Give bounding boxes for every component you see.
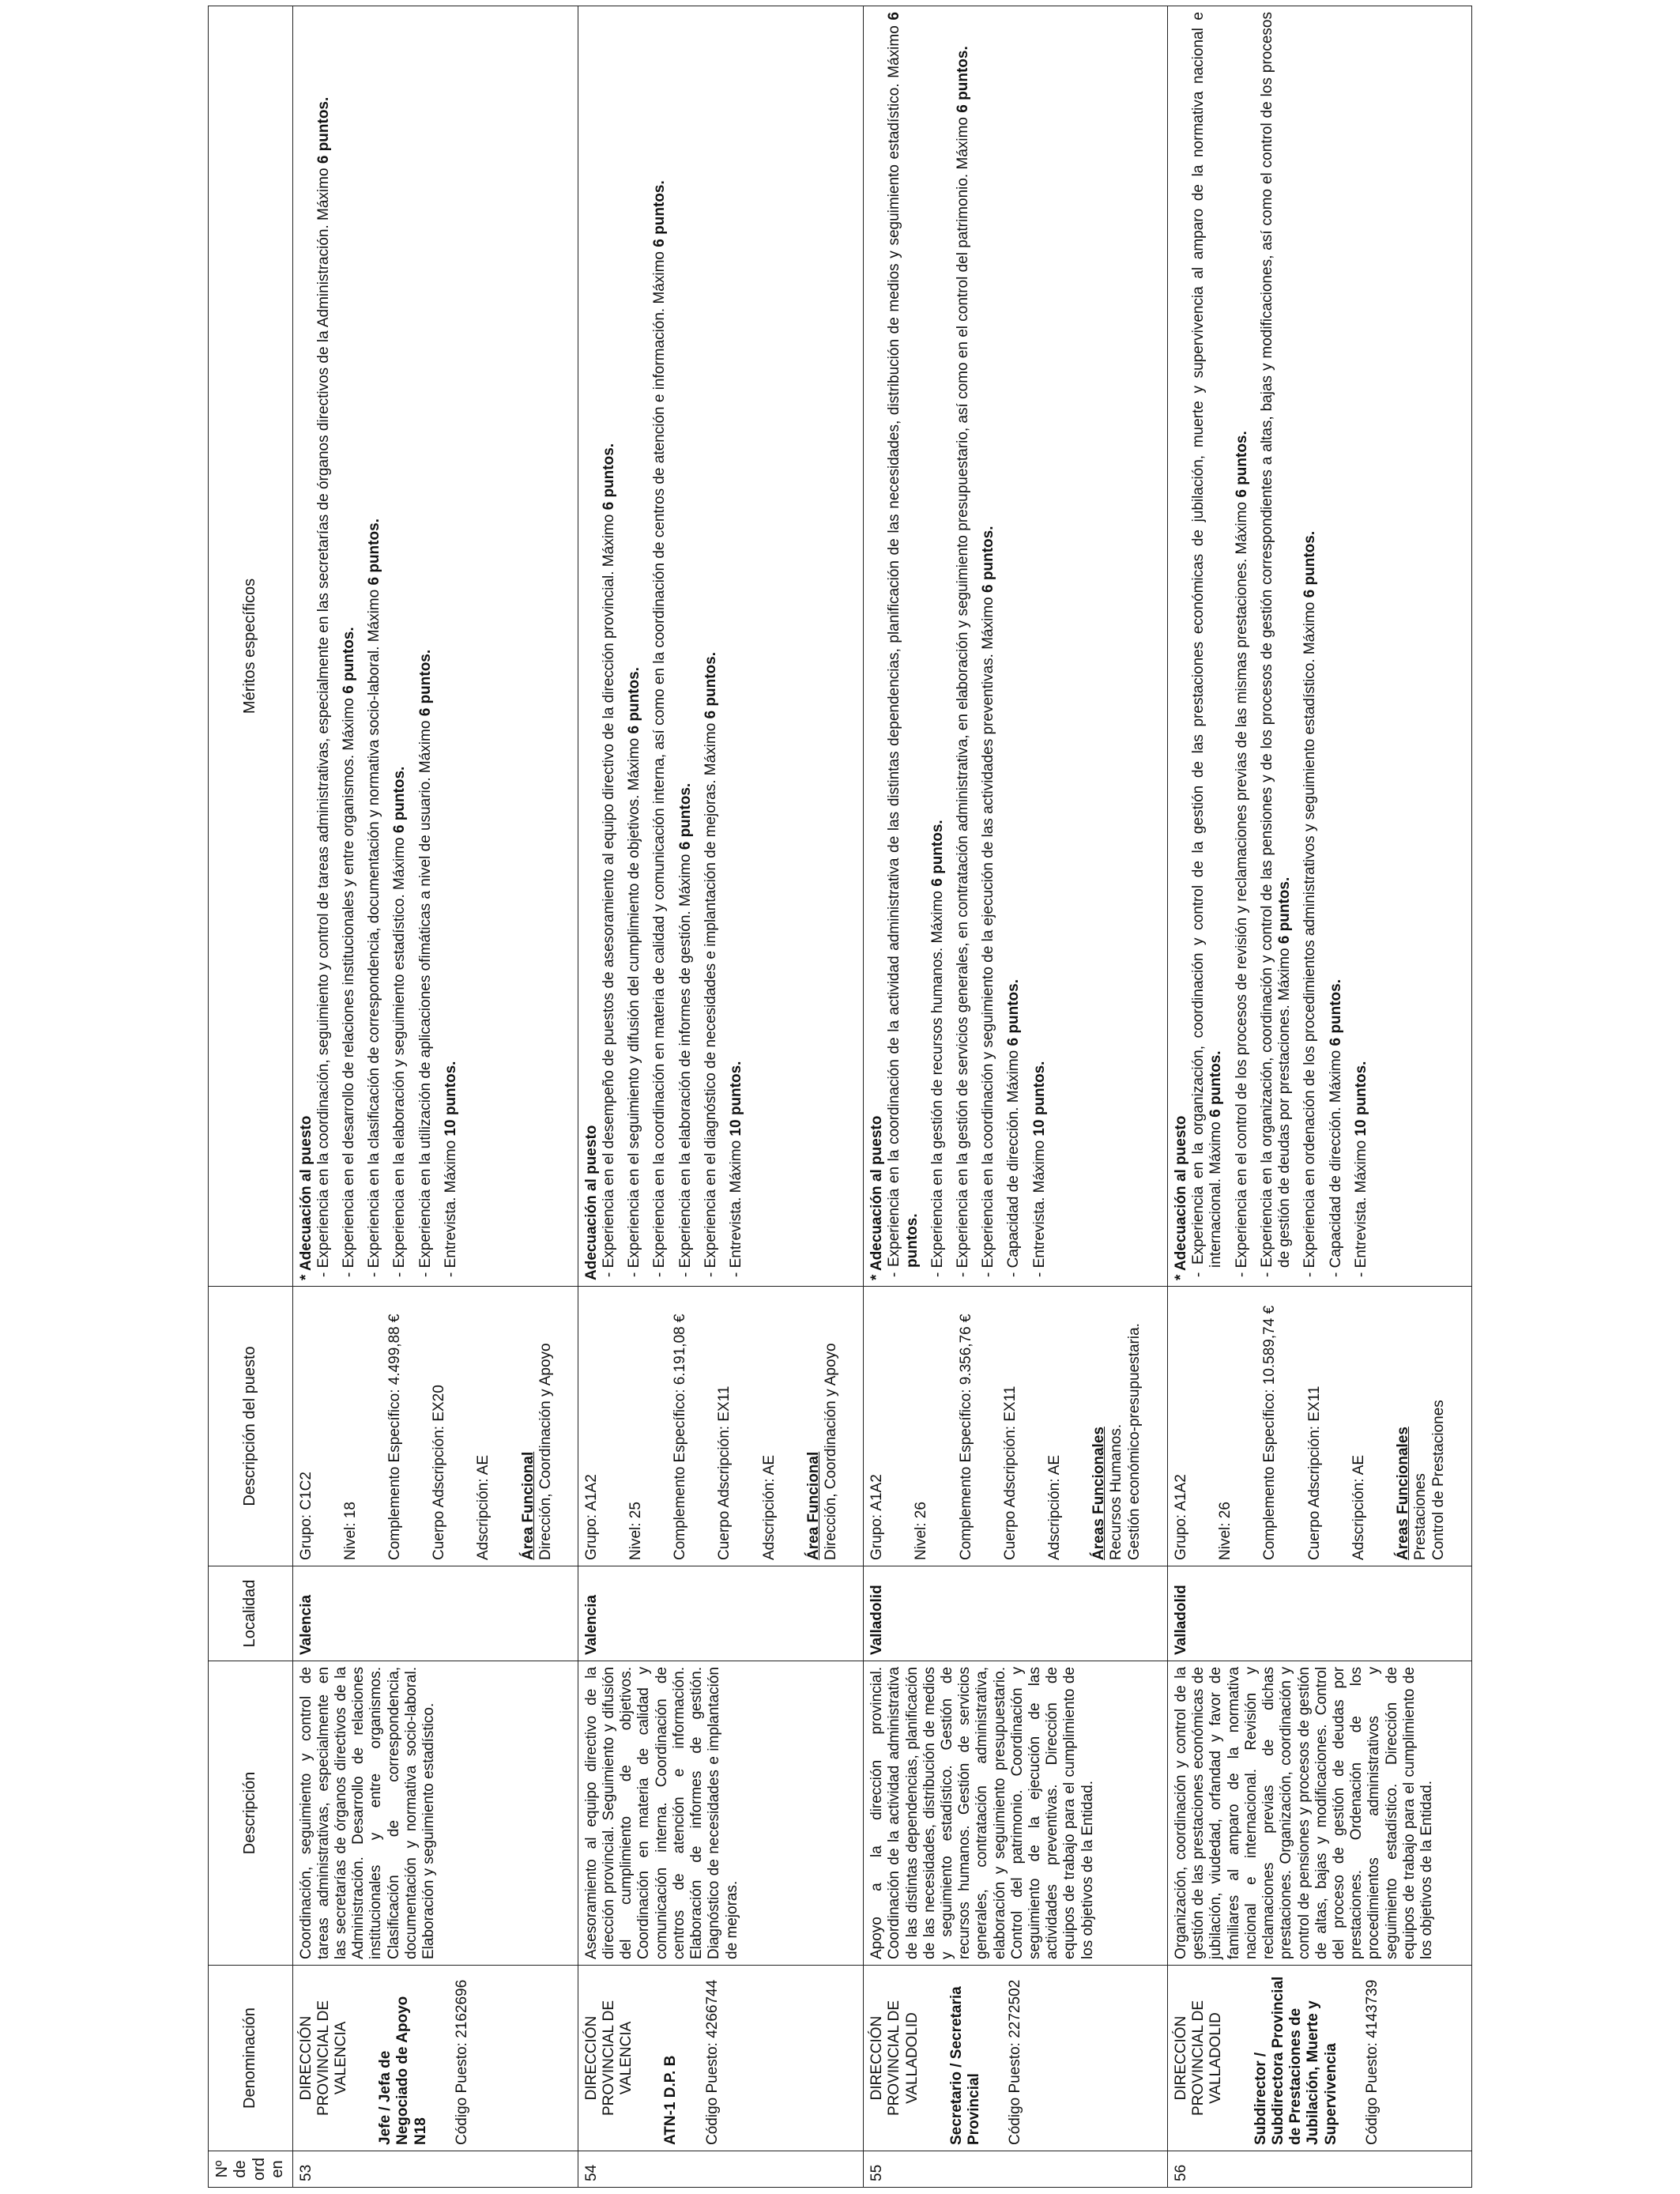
adecuacion-heading: * Adecuación al puesto: [297, 1115, 315, 1280]
order-number: 55: [864, 2151, 1168, 2188]
denominacion-cell: [292, 1966, 578, 2151]
cuerpo-adscripcion: Cuerpo Adscripción: EX11: [1305, 1385, 1323, 1560]
area-funcional-item: Dirección, Coordinación y Apoyo: [537, 1343, 554, 1560]
merito-item: - Experiencia en la gestión de servicios generales, en contratación administrativa, en elaboración y seguimiento presupuestario, así como en el control del patrimonio. Máximo 6 puntos.: [954, 46, 971, 1277]
complemento-especifico: Complemento Específico: 9.356,76 €: [957, 1314, 974, 1560]
table-header-row: [209, 6, 293, 2188]
localidad-cell: Valencia: [578, 1566, 863, 1661]
codigo-puesto: Código Puesto: 2162696: [453, 1979, 470, 2145]
area-funcional-item: Recursos Humanos.: [1108, 1423, 1125, 1560]
provincia: DIRECCIÓN PROVINCIAL DE VALLADOLID: [1173, 2000, 1225, 2117]
merito-item: - Experiencia en ordenación de los procedimientos administrativos y seguimiento estadístico. Máximo 6 puntos.: [1301, 530, 1319, 1277]
grupo: Grupo: A1A2: [868, 1474, 886, 1560]
table-body: [292, 6, 1471, 2188]
descripcion-puesto-cell: [578, 1287, 863, 1566]
table-row: [1168, 6, 1472, 2188]
header-num: Nº de orden: [209, 2151, 293, 2188]
adscripcion: Adscripción: AE: [1350, 1454, 1367, 1560]
grupo: Grupo: C1C2: [297, 1472, 315, 1560]
cuerpo-adscripcion: Cuerpo Adscripción: EX11: [716, 1385, 733, 1560]
denominacion-cell: [578, 1966, 863, 2151]
cuerpo-adscripcion: Cuerpo Adscripción: EX11: [1001, 1385, 1019, 1560]
header-descripcion: Descripción: [209, 1661, 293, 1966]
localidad-cell: Valladolid: [1168, 1566, 1472, 1661]
merito-item: - Experiencia en la elaboración y seguimiento estadístico. Máximo 6 puntos.: [391, 766, 409, 1277]
merito-item: - Experiencia en la clasificación de correspondencia, documentación y normativa socio-laboral. Máximo 6 puntos.: [366, 518, 383, 1277]
merito-item: - Entrevista. Máximo 10 puntos.: [1030, 1061, 1048, 1277]
order-number: 56: [1168, 2151, 1472, 2188]
provincia: DIRECCIÓN PROVINCIAL DE VALLADOLID: [868, 2000, 921, 2117]
merito-item: - Experiencia en la gestión de recursos humanos. Máximo 6 puntos.: [929, 820, 946, 1277]
merito-item: - Capacidad de dirección. Máximo 6 puntos.: [1327, 979, 1344, 1277]
complemento-especifico: Complemento Específico: 10.589,74 €: [1261, 1305, 1279, 1560]
meritos-cell: [864, 6, 1168, 1287]
header-meritos: Méritos específicos: [209, 6, 293, 1287]
codigo-puesto: Código Puesto: 4143739: [1363, 1979, 1381, 2145]
area-funcional-item: Gestión económico-presupuestaria.: [1125, 1323, 1143, 1560]
adecuacion-heading: * Adecuación al puesto: [868, 1115, 886, 1280]
merito-item: - Experiencia en la coordinación en materia de calidad y comunicación interna, así como en la coordinación de centros de atención e información. Máximo 6 puntos.: [651, 180, 669, 1277]
descripcion-cell: Organización, coordinación y control de la gestión de las prestaciones económicas de jubilación, viudedad, orfandad y favor de familiares al amparo de la normativa nacional e internacional. Revisión y reclamaciones previas de dichas prestaciones. Organización, coordinación y control de pensiones y procesos de gestión de altas, bajas y modificaciones. Control del proceso de gestión de deudas por prestaciones. Ordenación de los procedimientos administrativos y seguimiento estadístico. Dirección de equipos de trabajo para el cumplimiento de los objetivos de la Entidad.: [1168, 1661, 1472, 1966]
merito-item: - Experiencia en la coordinación, seguimiento y control de tareas administrativas, especialmente en las secretarías de órganos directivos de la Administración. Máximo 6 puntos.: [315, 96, 332, 1277]
descripcion-cell: Asesoramiento al equipo directivo de la dirección provincial. Seguimiento y difusión del cumplimiento de objetivos. Coordinación en materia de calidad y comunicación interna. Coordinación de centros de atención e información. Elaboración de informes de gestión. Diagnóstico de necesidades e implantación de mejoras.: [578, 1661, 863, 1966]
nivel: Nivel: 26: [913, 1502, 930, 1560]
codigo-puesto: Código Puesto: 2272502: [1007, 1979, 1024, 2145]
merito-item: - Experiencia en la organización, coordinación y control de las pensiones y de los procesos de gestión correspondientes a altas, bajas y modificaciones, así como el control de los procesos de gestión de deudas por prestaciones. Máximo 6 puntos.: [1258, 12, 1294, 1277]
area-funcional-heading: Área Funcional: [519, 1451, 537, 1560]
area-funcional-heading: Áreas Funcionales: [1090, 1427, 1108, 1560]
meritos-cell: [1168, 6, 1472, 1287]
order-number: 53: [292, 2151, 578, 2188]
area-funcional-item: Control de Prestaciones: [1430, 1400, 1447, 1560]
merito-item: - Experiencia en la elaboración de informes de gestión. Máximo 6 puntos.: [676, 782, 694, 1277]
complemento-especifico: Complemento Específico: 6.191,08 €: [672, 1314, 689, 1560]
descripcion-puesto-cell: [1168, 1287, 1472, 1566]
merito-item: - Experiencia en el desempeño de puestos de asesoramiento al equipo directivo de la dirección provincial. Máximo 6 puntos.: [601, 443, 618, 1277]
meritos-cell: [578, 6, 863, 1287]
merito-item: - Experiencia en el control de los procesos de revisión y reclamaciones previas de las mismas prestaciones. Máximo 6 puntos.: [1233, 431, 1250, 1277]
merito-item: - Experiencia en la coordinación de la actividad administrativa de las distintas dependencias, planificación de las necesidades, distribución de medios y seguimiento estadístico. Máximo 6 puntos.: [886, 12, 921, 1277]
merito-item: - Entrevista. Máximo 10 puntos.: [442, 1061, 459, 1277]
provincia: DIRECCIÓN PROVINCIAL DE VALENCIA: [297, 2000, 349, 2117]
table-row: [292, 6, 578, 2188]
merito-item: - Entrevista. Máximo 10 puntos.: [728, 1061, 745, 1277]
merito-item: - Experiencia en la organización, coordinación y control de la gestión de las prestaciones económicas de jubilación, muerte y supervivencia al amparo de la normativa nacional e internacional. Máximo 6 puntos.: [1190, 12, 1225, 1277]
descripcion-puesto-cell: [292, 1287, 578, 1566]
table-row: [578, 6, 863, 2188]
complemento-especifico: Complemento Específico: 4.499,88 €: [386, 1314, 403, 1560]
adscripcion: Adscripción: AE: [1045, 1454, 1063, 1560]
descripcion-cell: Coordinación, seguimiento y control de tareas administrativas, especialmente en las secretarías de órganos directivos de la Administración. Desarrollo de relaciones institucionales y entre organismos. Clasificación de correspondencia, documentación y normativa socio-laboral. Elaboración y seguimiento estadístico.: [292, 1661, 578, 1966]
merito-item: - Experiencia en el seguimiento y difusión del cumplimiento de objetivos. Máximo 6 puntos.: [626, 667, 643, 1277]
puesto-titulo: Jefe / Jefa de Negociado de Apoyo N18: [377, 1996, 429, 2145]
merito-item: - Capacidad de dirección. Máximo 6 puntos.: [1005, 979, 1023, 1277]
merito-item: - Experiencia en la coordinación y seguimiento de la ejecución de las actividades preventivas. Máximo 6 puntos.: [980, 526, 997, 1277]
header-denominacion: Denominación: [209, 1966, 293, 2151]
order-number: 54: [578, 2151, 863, 2188]
area-funcional-heading: Áreas Funcionales: [1395, 1427, 1412, 1560]
grupo: Grupo: A1A2: [1173, 1474, 1190, 1560]
descripcion-cell: Apoyo a la dirección provincial. Coordinación de la actividad administrativa de las distintas dependencias, planificación de las necesidades, distribución de medios y seguimiento estadístico. Gestión de recursos humanos. Gestión de servicios generales, contratación administrativa, elaboración y seguimiento presupuestario. Control del patrimonio. Coordinación y seguimiento de la ejecución de las actividades preventivas. Dirección de equipos de trabajo para el cumplimiento de los objetivos de la Entidad.: [864, 1661, 1168, 1966]
localidad-cell: Valladolid: [864, 1566, 1168, 1661]
nivel: Nivel: 25: [627, 1502, 645, 1560]
puesto-titulo: Secretario / Secretaria Provincial: [947, 1986, 982, 2145]
job-positions-table: [208, 6, 1472, 2188]
area-funcional-item: Dirección, Coordinación y Apoyo: [823, 1343, 840, 1560]
area-funcional-heading: Área Funcional: [804, 1451, 822, 1560]
nivel: Nivel: 26: [1217, 1502, 1234, 1560]
adecuacion-heading: * Adecuación al puesto: [1173, 1115, 1190, 1280]
cuerpo-adscripcion: Cuerpo Adscripción: EX20: [431, 1385, 448, 1560]
provincia: DIRECCIÓN PROVINCIAL DE VALENCIA: [582, 2000, 635, 2117]
adecuacion-heading: Adecuación al puesto: [582, 1125, 600, 1280]
merito-item: - Experiencia en el desarrollo de relaciones institucionales y entre organismos. Máximo 6 puntos.: [341, 627, 357, 1277]
localidad-cell: Valencia: [292, 1566, 578, 1661]
merito-item: - Experiencia en el diagnóstico de necesidades e implantación de mejoras. Máximo 6 puntos.: [702, 651, 719, 1277]
grupo: Grupo: A1A2: [582, 1474, 600, 1560]
nivel: Nivel: 18: [341, 1502, 359, 1560]
puesto-titulo: ATN-1 D.P. B: [662, 2055, 680, 2145]
table-row: [864, 6, 1168, 2188]
denominacion-cell: [1168, 1966, 1472, 2151]
meritos-cell: [292, 6, 578, 1287]
area-funcional-item: Prestaciones: [1412, 1473, 1430, 1560]
header-localidad: Localidad: [209, 1566, 293, 1661]
codigo-puesto: Código Puesto: 4266744: [703, 1979, 721, 2145]
merito-item: - Entrevista. Máximo 10 puntos.: [1352, 1061, 1369, 1277]
header-descripcion-puesto: Descripción del puesto: [209, 1287, 293, 1566]
adscripcion: Adscripción: AE: [475, 1454, 492, 1560]
denominacion-cell: [864, 1966, 1168, 2151]
descripcion-puesto-cell: [864, 1287, 1168, 1566]
puesto-titulo: Subdirector / Subdirectora Provincial de Prestaciones de Jubilación, Muerte y Supervivencia: [1252, 1976, 1339, 2145]
rotated-document-page: [208, 6, 1472, 2188]
merito-item: - Experiencia en la utilización de aplicaciones ofimáticas a nivel de usuario. Máximo 6 puntos.: [416, 649, 434, 1277]
adscripcion: Adscripción: AE: [760, 1454, 778, 1560]
